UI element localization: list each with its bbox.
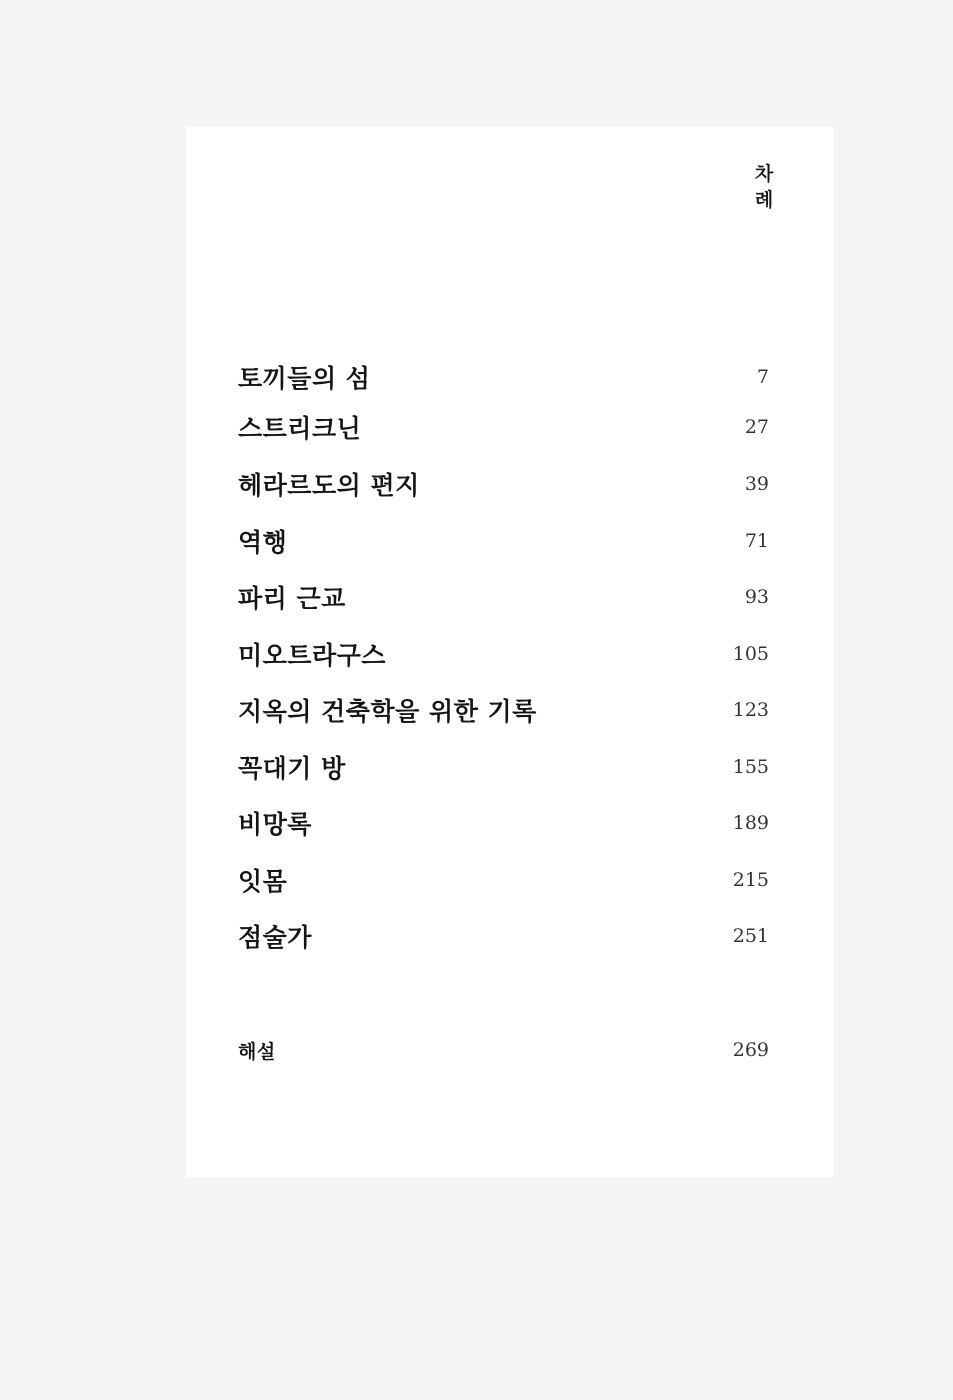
toc-entry[interactable] (238, 918, 769, 954)
toc-entry-page: 27 (744, 416, 769, 438)
toc-entry-page: 71 (744, 530, 769, 552)
toc-entry-title: 스트리크닌 (238, 414, 362, 443)
toc-entry-title: 지옥의 건축학을 위한 기록 (238, 697, 537, 726)
toc-entry-title: 해설 (238, 1040, 276, 1063)
toc-heading-char-1: 차 (754, 163, 774, 185)
toc-entry[interactable] (238, 692, 769, 728)
toc-entry-page: 189 (732, 812, 769, 834)
toc-heading-char-2: 례 (754, 189, 774, 211)
toc-heading (753, 161, 775, 213)
toc-entry[interactable] (238, 636, 769, 672)
toc-entry-page: 155 (732, 756, 769, 778)
toc-entry[interactable] (238, 862, 769, 898)
toc-entry-title: 미오트라구스 (238, 641, 386, 670)
toc-entry-page: 269 (732, 1039, 769, 1061)
toc-entry-title: 토끼들의 섬 (238, 364, 371, 393)
toc-entry-page: 39 (744, 473, 769, 495)
toc-entry-page: 93 (744, 586, 769, 608)
book-page (186, 127, 834, 1177)
toc-entry[interactable] (238, 749, 769, 785)
toc-entry-title: 헤라르도의 편지 (238, 471, 420, 500)
toc-entry[interactable] (238, 359, 769, 395)
toc-entry-afterword[interactable] (238, 1032, 769, 1068)
toc-entry-title: 점술가 (238, 923, 312, 952)
toc-entry-title: 꼭대기 방 (238, 754, 346, 783)
toc-entry[interactable] (238, 579, 769, 615)
toc-entry-page: 251 (732, 925, 769, 947)
toc-entry-page: 105 (732, 643, 769, 665)
toc-entry[interactable] (238, 466, 769, 502)
toc-entry-page: 123 (732, 699, 769, 721)
toc-entry[interactable] (238, 805, 769, 841)
toc-entry-title: 잇몸 (238, 867, 288, 896)
toc-entry-title: 역행 (238, 528, 288, 557)
toc-entry[interactable] (238, 409, 769, 445)
toc-entry-title: 파리 근교 (238, 584, 346, 613)
toc-entry-page: 215 (732, 869, 769, 891)
toc-entry-page: 7 (756, 366, 769, 388)
toc-entry[interactable] (238, 523, 769, 559)
toc-entry-title: 비망록 (238, 810, 312, 839)
